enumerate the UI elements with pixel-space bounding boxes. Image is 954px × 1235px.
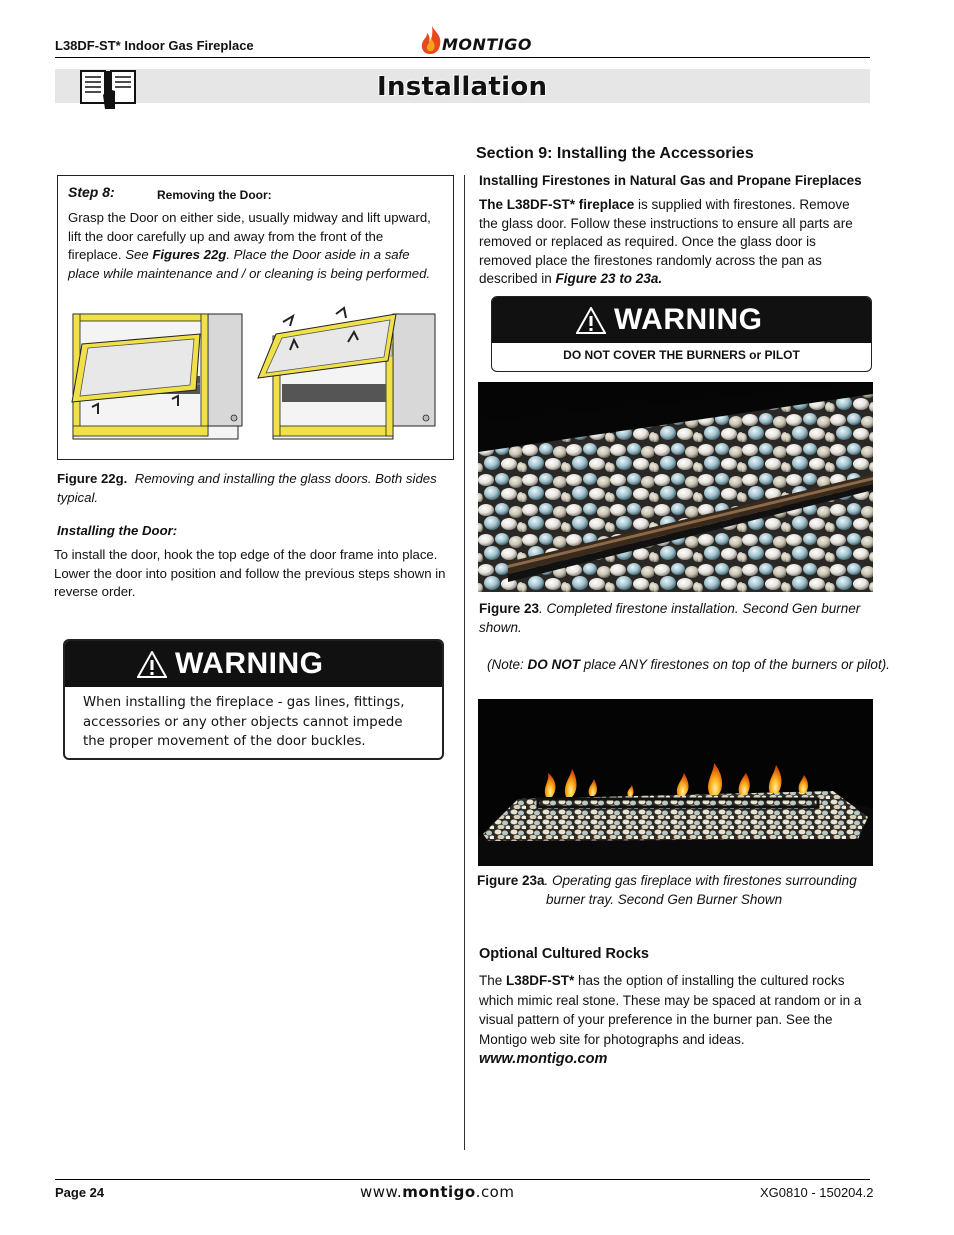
warning-header <box>65 641 442 687</box>
figure-23-label: Figure 23 <box>479 601 540 616</box>
document-code: XG0810 - 150204.2 <box>760 1185 874 1200</box>
montigo-website-link[interactable]: www.montigo.com <box>479 1051 608 1067</box>
operating-fireplace-photo <box>478 699 873 866</box>
installing-door-heading: Installing the Door: <box>57 523 178 538</box>
figure-23a-caption <box>477 871 869 890</box>
step-text-see: See <box>125 247 153 262</box>
figure-23-photo <box>478 382 873 592</box>
warning-triangle-icon <box>576 307 606 334</box>
page-title: Installation <box>377 72 548 102</box>
figure-22g-caption <box>57 469 442 507</box>
step-figure-ref: Figures 22g <box>152 247 227 262</box>
firestones-heading: Installing Firestones in Natural Gas and Propane Fireplaces <box>479 173 862 188</box>
intro-text: is supplied with firestones. Remove the glass door. Follow these instructions to ensure all parts are removed or replaced as required. Once the glass door is removed place the firestones randomly across the pan as described in <box>479 197 853 286</box>
footer-url-prefix: www. <box>360 1183 403 1201</box>
step-text-2: . Place the Door aside in a safe place while maintenance and / or cleaning is being performed. <box>68 247 431 281</box>
column-divider <box>464 175 465 1150</box>
section-title: Section 9: Installing the Accessories <box>476 145 754 162</box>
warning-box-burners <box>491 296 872 372</box>
warning-header-burners <box>492 297 871 343</box>
step-text-1: Grasp the Door on either side, usually midway and lift upward, lift the door carefully up and away from the front of the fireplace. <box>68 210 431 262</box>
fireplace-left <box>72 314 242 439</box>
figure-23a-text-1: . Operating gas fireplace with firestones surrounding <box>544 873 857 888</box>
step-box <box>57 175 454 460</box>
figure-22g-text: Removing and installing the glass doors. Both sides typical. <box>57 471 437 505</box>
rocks-model: L38DF-ST* <box>506 973 575 988</box>
montigo-logo <box>418 24 533 56</box>
installing-door-text: To install the door, hook the top edge of the door frame into place. Lower the door into position and follow the previous steps shown in reverse order. <box>54 547 446 599</box>
warning-title-burners: WARNING <box>614 303 763 336</box>
section-banner <box>55 69 870 103</box>
figure-23a-caption-2: burner tray. Second Gen Burner Shown <box>546 892 783 907</box>
manual-book-icon <box>79 67 137 111</box>
figure-23a-photo <box>478 699 873 866</box>
warning-text: When installing the fireplace - gas lines, fittings, accessories or any other objects cannot impede the proper movement of the door buckles. <box>83 695 405 749</box>
footer-url-brand: montigo <box>402 1183 476 1201</box>
document-title: L38DF-ST* Indoor Gas Fireplace <box>55 38 254 53</box>
step-label: Step 8: <box>68 184 115 200</box>
header-rule <box>55 57 870 58</box>
fireplace-right <box>258 308 435 439</box>
figure-23-text: . Completed firestone installation. Second Gen burner shown. <box>479 601 861 635</box>
warning-triangle-icon <box>137 651 167 678</box>
logo-wordmark: MONTIGO <box>442 35 533 54</box>
rocks-body: has the option of installing the cultured rocks which mimic real stone. These may be spaced at random or in a visual pattern of your preference in the burner pan. See the Montigo web site for photographs and ideas. <box>479 973 862 1047</box>
door-removal-illustration <box>68 306 443 446</box>
figure-22g-label: Figure 22g. <box>57 471 128 486</box>
firestones-photo <box>478 382 873 592</box>
note-prefix: (Note: <box>487 657 528 672</box>
cultured-rocks-heading: Optional Cultured Rocks <box>479 946 649 962</box>
footer-rule <box>55 1179 870 1180</box>
page-number: Page 24 <box>55 1185 105 1200</box>
step-instructions <box>68 209 438 283</box>
warning-box-door <box>63 639 444 760</box>
intro-model: The L38DF-ST* fireplace <box>479 197 635 212</box>
warning-title: WARNING <box>175 647 324 680</box>
footer-website[interactable] <box>360 1183 514 1201</box>
rocks-the: The <box>479 973 507 988</box>
intro-figure-ref: Figure 23 to 23a. <box>555 271 663 286</box>
firestones-intro <box>479 196 871 289</box>
step-heading: Removing the Door: <box>157 188 272 202</box>
figure-23-caption <box>479 599 871 637</box>
figure-23a-label: Figure 23a <box>477 873 545 888</box>
firestones-note <box>487 655 890 674</box>
footer-url-suffix: .com <box>475 1183 515 1201</box>
note-text: place ANY firestones on top of the burners or pilot). <box>580 657 890 672</box>
warning-text-burners: DO NOT COVER THE BURNERS or PILOT <box>563 348 800 362</box>
note-do-not: DO NOT <box>527 657 581 672</box>
cultured-rocks-text <box>479 971 871 1070</box>
